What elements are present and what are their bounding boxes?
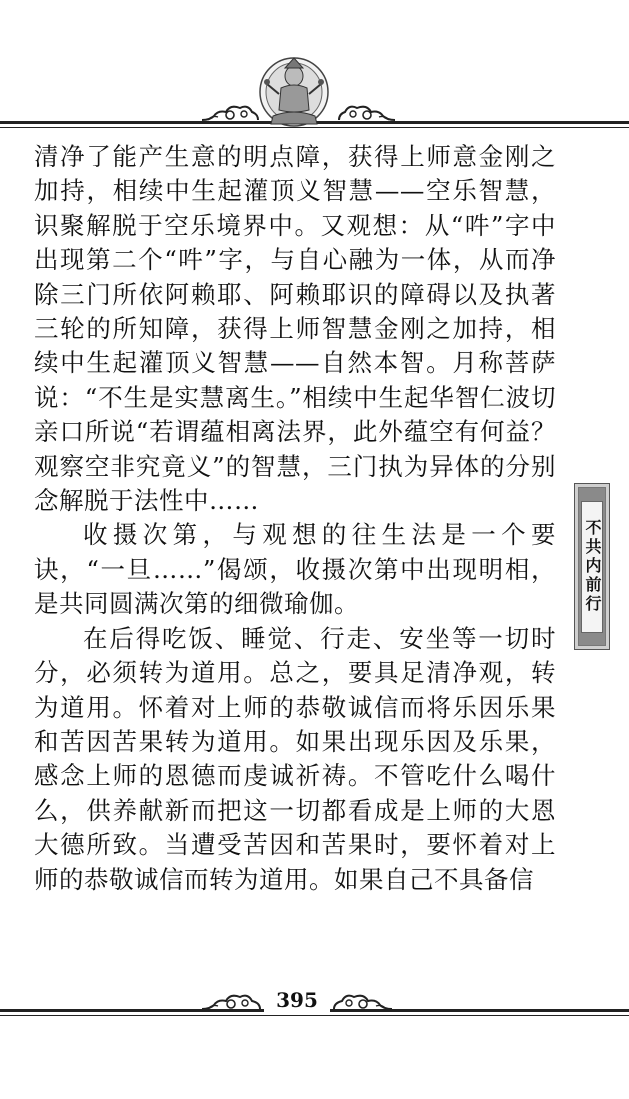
footer-rule-thin (0, 1015, 629, 1016)
cloud-ornament-icon (337, 100, 397, 124)
cloud-ornament-icon (200, 989, 262, 1013)
body-text (34, 140, 556, 897)
deity-figure-icon (257, 54, 331, 128)
paragraph: 在后得吃饭、睡觉、行走、安坐等一切时分，必须转为道用。总之，要具足清净观，转为道用。怀着对上师的恭敬诚信而将乐因乐果和苦因苦果转为道用。如果出现乐因及乐果，感念上师的恩德而虔诚祈祷。不管吃什么喝什么，供养献新而把这一切都看成是上师的大恩大德所致。当遭受苦因和苦果时，要怀着对上师的恭敬诚信而转为道用。如果自己不具备信 (34, 623, 556, 894)
cloud-ornament-icon (332, 989, 394, 1013)
page-number: 395 (264, 988, 330, 1012)
paragraph: 收摄次第，与观想的往生法是一个要诀，“一旦……”偈颂，收摄次第中出现明相，是共同圆满次第的细微瑜伽。 (34, 520, 556, 619)
chapter-side-tab (574, 483, 610, 650)
cloud-ornament-icon (200, 100, 260, 124)
chapter-side-tab-label: 不共内前行 (581, 501, 603, 633)
paragraph: 清净了能产生意的明点障，获得上师意金刚之加持，相续中生起灌顶义智慧——空乐智慧，识聚解脱于空乐境界中。又观想：从“吽”字中出现第二个“吽”字，与自心融为一体，从而净除三门所依阿赖耶、阿赖耶识的障碍以及执著三轮的所知障，获得上师智慧金刚之加持，相续中生起灌顶义智慧——自然本智。月称菩萨说：“不生是实慧离生。”相续中生起华智仁波切亲口所说“若谓蕴相离法界，此外蕴空有何益？观察空非究竟义”的智慧，三门执为异体的分别念解脱于法性中…… (34, 142, 556, 516)
